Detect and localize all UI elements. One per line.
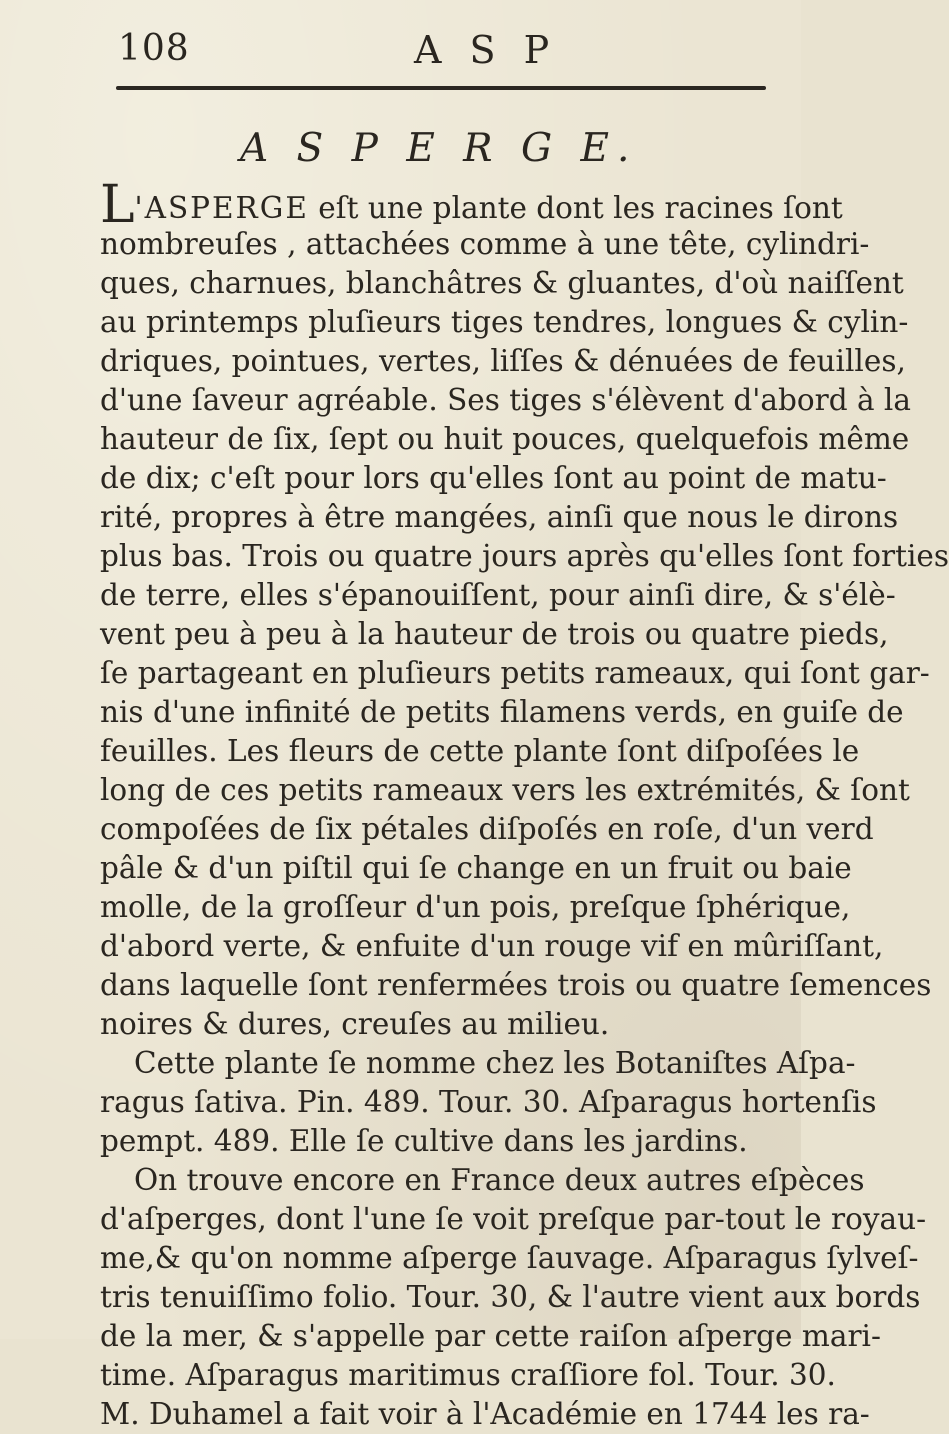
text-line: de dix; c'eſt pour lors qu'elles ſont au point de matu- [100,461,887,495]
text-line: nis d'une infinité de petits filamens verds, en guiſe de [100,695,904,729]
text-line: M. Duhamel a fait voir à l'Académie en 1744 les ra- [100,1397,870,1431]
text-line: rité, propres à être mangées, ainſi que nous le dirons [100,500,899,534]
text-line: au printemps pluſieurs tiges tendres, longues & cylin- [100,305,909,339]
text-line: pâle & d'un piſtil qui ſe change en un fruit ou baie [100,851,852,885]
text-line: ragus ſativa. Pin. 489. Tour. 30. Aſparagus hortenſis [100,1085,877,1119]
header-rule [116,86,766,90]
text-line: Cette plante ſe nomme chez les Botaniſtes Aſpa- [134,1046,856,1080]
body-text [100,175,949,1434]
text-line: molle, de la groſſeur d'un pois, preſque ſphérique, [100,890,851,924]
text-line: d'une ſaveur agréable. Ses tiges s'élèvent d'abord à la [100,383,911,417]
text-line: plus bas. Trois ou quatre jours après qu'elles ſont forties [100,539,949,573]
text-line: time. Aſparagus maritimus craſſiore fol. Tour. 30. [100,1358,836,1392]
text-line: d'aſperges, dont l'une ſe voit preſque par-tout le royau- [100,1202,927,1236]
text-line: de terre, elles s'épanouiſſent, pour ainſi dire, & s'élè- [100,578,896,612]
text-line: tris tenuiſſimo folio. Tour. 30, & l'autre vient aux bords [100,1280,921,1314]
headword: 'ASPERGE [134,191,309,225]
text-line: driques, pointues, vertes, liſſes & dénuées de feuilles, [100,344,906,378]
text-line: On trouve encore en France deux autres eſpèces [134,1163,865,1197]
text-line: me,& qu'on nomme aſperge ſauvage. Aſparagus ſylveſ- [100,1241,919,1275]
drop-cap: L [100,175,135,235]
text-line: feuilles. Les fleurs de cette plante ſont diſpoſées le [100,734,860,768]
text-line: compoſées de ſix pétales diſpoſés en roſe, d'un verd [100,812,874,846]
page-header [96,28,766,76]
running-head: A S P [414,28,558,72]
text-line: noires & dures, creuſes au milieu. [100,1007,610,1041]
text-fragment: eſt une plante dont les racines ſont [308,191,843,225]
section-title: A S P E R G E. [240,126,638,171]
text-line: nombreuſes , attachées comme à une tête, cylindri- [100,227,870,261]
text-line: vent peu à peu à la hauteur de trois ou quatre pieds, [100,617,889,651]
page-number: 108 [118,28,190,69]
text-line: dans laquelle ſont renfermées trois ou quatre ſemences [100,968,932,1002]
text-line [100,175,843,235]
text-line: d'abord verte, & enfuite d'un rouge vif en mûriſſant, [100,929,884,963]
text-line: pempt. 489. Elle ſe cultive dans les jardins. [100,1124,748,1158]
text-line: ques, charnues, blanchâtres & gluantes, d'où naiſſent [100,266,904,300]
text-line: de la mer, & s'appelle par cette raiſon aſperge mari- [100,1319,881,1353]
text-line: hauteur de ſix, ſept ou huit pouces, quelquefois même [100,422,910,456]
text-line: long de ces petits rameaux vers les extrémités, & ſont [100,773,910,807]
text-line: ſe partageant en pluſieurs petits rameaux, qui ſont gar- [100,656,930,690]
